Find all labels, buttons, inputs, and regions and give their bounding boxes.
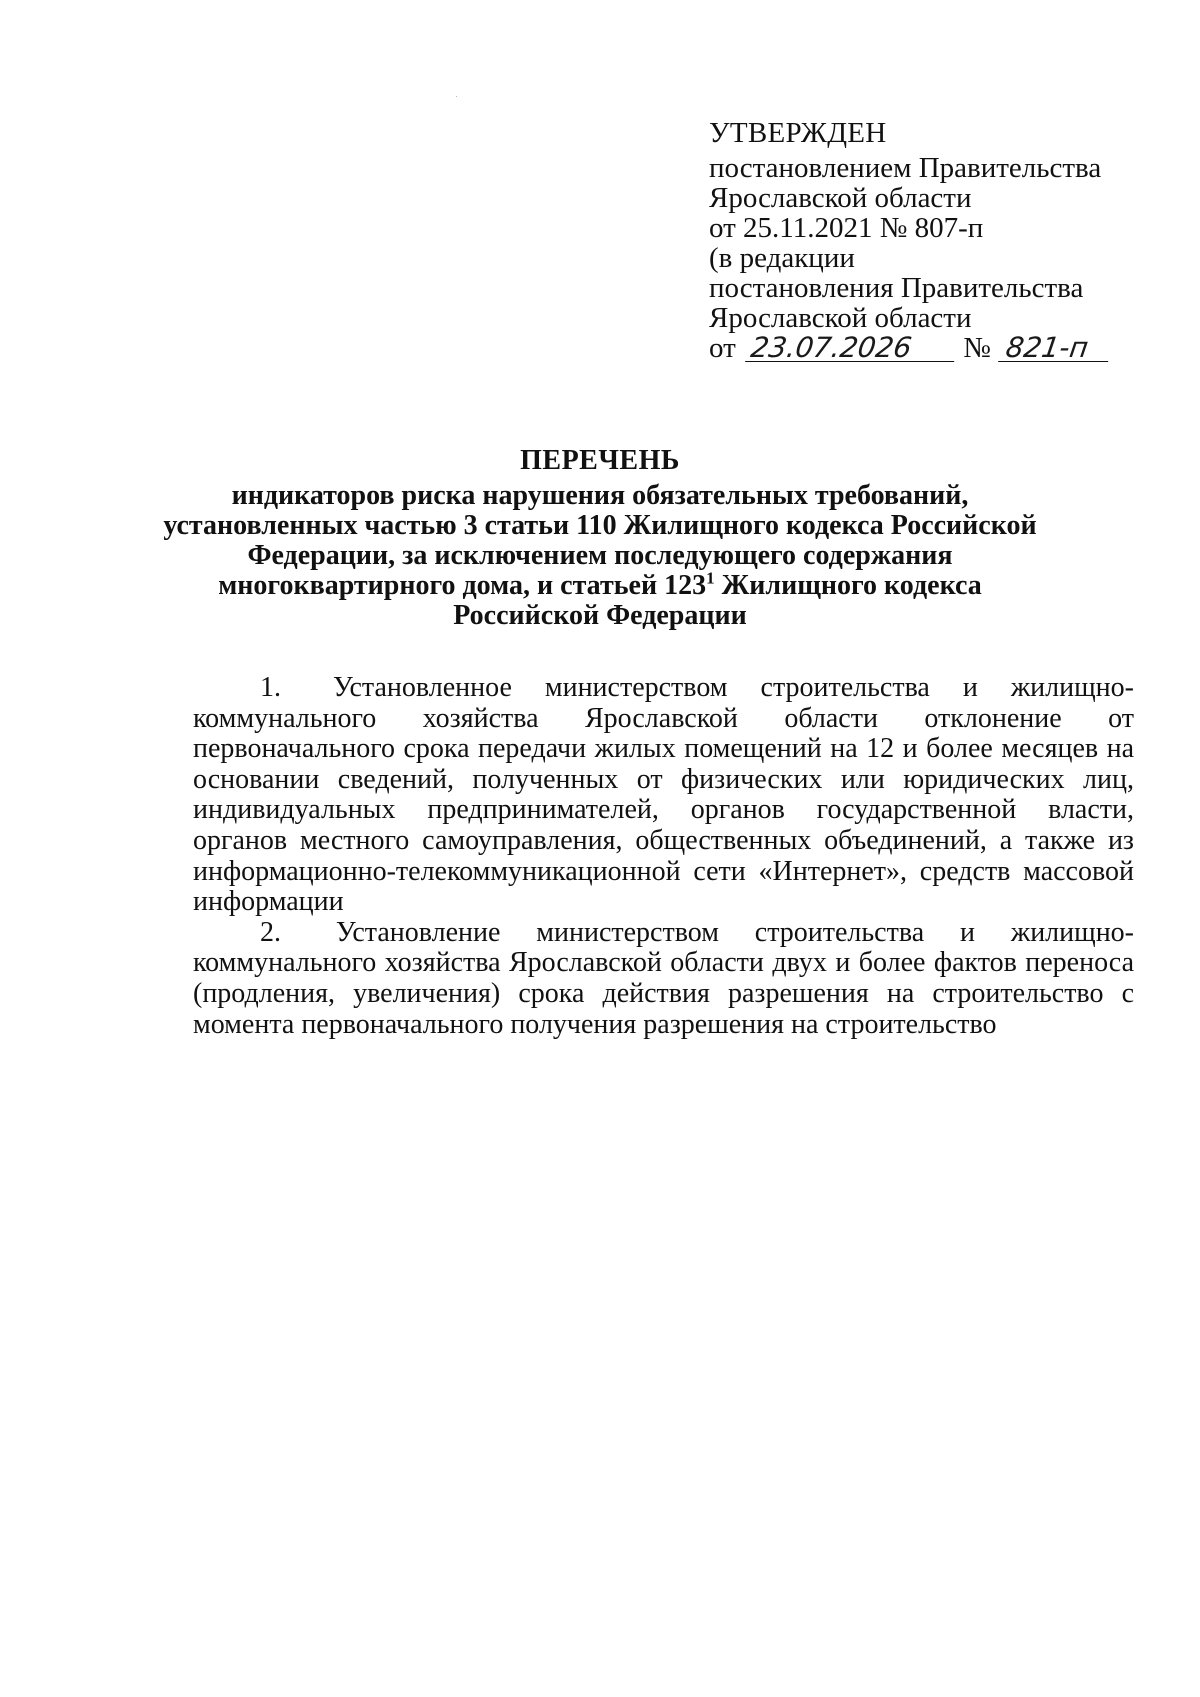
approval-line-3: от 25.11.2021 № 807-п <box>709 212 984 244</box>
item-number: 1. <box>260 672 281 703</box>
approval-line-6: Ярославской области <box>709 302 972 334</box>
title-line-4 <box>150 568 1050 601</box>
approval-line-4: (в редакции <box>709 242 855 274</box>
approval-line-5: постановления Правительства <box>709 272 1084 304</box>
title-line-4-before: многоквартирного дома, и статьей 123 <box>218 570 707 601</box>
approval-line-2: Ярославской области <box>709 182 972 214</box>
title-line-4-after: Жилищного кодекса <box>714 570 982 601</box>
item-text: Установление министерством строительства и жилищно-коммунального хозяйства Ярославской области двух и более фактов переноса (продления, увеличения) срока действия разрешения на строительство с момента первоначального получения разрешения на строительство <box>193 916 1135 1040</box>
list-item <box>193 918 1134 1040</box>
item-number: 2. <box>260 916 281 948</box>
number-sign: № <box>963 332 991 364</box>
title-line-1: индикаторов риска нарушения обязательных требований, <box>231 480 969 511</box>
approval-heading: УТВЕРЖДЕН <box>709 117 887 149</box>
handwritten-date: 23.07.2026 <box>745 335 958 362</box>
title-main: ПЕРЕЧЕНЬ <box>520 445 680 476</box>
title-line-3: Федерации, за исключением последующего содержания <box>247 540 953 571</box>
list-item <box>193 673 1134 918</box>
approval-signature-line <box>709 333 1110 363</box>
approval-line-1: постановлением Правительства <box>709 152 1102 184</box>
title-line-2: установленных частью 3 статьи 110 Жилищного кодекса Российской <box>163 510 1037 541</box>
approval-stamp-block <box>709 118 1110 363</box>
title-line-4-sup: 1 <box>706 568 715 588</box>
document-title <box>150 446 1050 631</box>
from-prefix: от <box>709 332 736 364</box>
handwritten-number: 821-п <box>998 335 1112 362</box>
indicator-list <box>193 673 1134 1040</box>
scan-speck <box>456 96 457 97</box>
title-line-5: Российской Федерации <box>453 600 747 631</box>
item-text: Установленное министерством строительства и жилищно-коммунального хозяйства Ярославской области отклонение от первоначального срока передачи жилых помещений на 12 и более месяцев на основании сведений, полученных от физических или юридических лиц, индивидуальных предпринимателей, органов государственной власти, органов местного самоуправления, общественных объединений, а также из информационно-телекоммуникационной сети «Интернет», средств массовой информации <box>193 672 1134 918</box>
